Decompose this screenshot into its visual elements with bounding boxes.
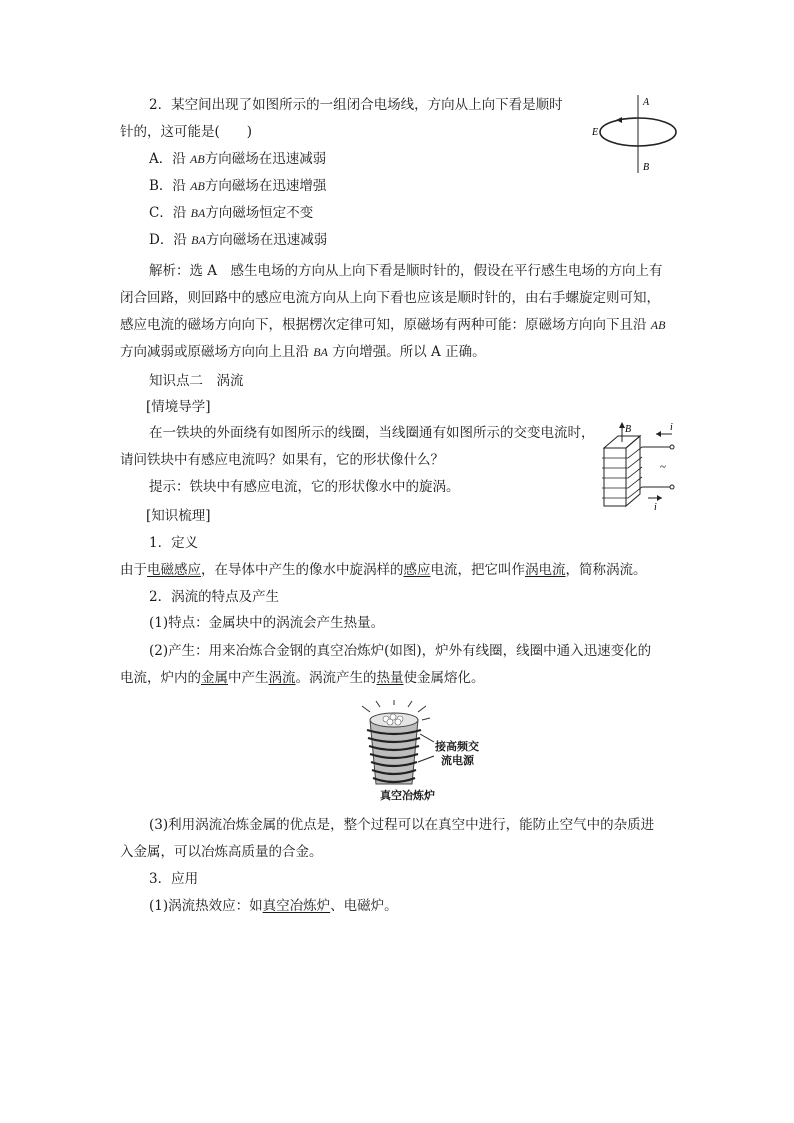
feature-2-middle2: 。涡流产生的 bbox=[295, 670, 377, 686]
question-stem-line2: 针的，这可能是( ) bbox=[120, 124, 253, 140]
analysis-direction-ba: BA bbox=[313, 345, 328, 359]
heat-ray-2 bbox=[376, 701, 380, 707]
option-b-prefix: B．沿 bbox=[149, 178, 191, 194]
label-a: A bbox=[643, 97, 650, 108]
furnace-label-line1: 接高频交 bbox=[435, 740, 479, 753]
option-a bbox=[149, 150, 326, 168]
coil-lead-top bbox=[420, 734, 434, 742]
analysis-line2: 闭合回路，则回路中的感应电流方向从上向下看也应该是顺时针的，由右手螺旋定则可知， bbox=[120, 290, 660, 306]
feature-2-middle1: 中产生 bbox=[228, 670, 269, 686]
terminal-top bbox=[670, 445, 674, 449]
guide-heading: [情境导学] bbox=[146, 399, 211, 415]
furnace-label-line2: 流电源 bbox=[441, 754, 474, 767]
option-a-prefix: A．沿 bbox=[149, 151, 191, 167]
analysis-line4 bbox=[120, 343, 486, 361]
option-b-text: 方向磁场在迅速增强 bbox=[204, 178, 327, 194]
analysis-direction-ab: AB bbox=[650, 318, 666, 332]
furnace-caption: 真空冶炼炉 bbox=[380, 789, 435, 802]
blank-metal: 金属 bbox=[201, 670, 228, 686]
analysis-line1: 解析：选 A 感生电场的方向从上向下看是顺时针的，假设在平行感生电场的方向上有 bbox=[149, 263, 663, 279]
feature-2-suffix: 使金属熔化。 bbox=[403, 670, 485, 686]
terminal-bottom bbox=[670, 485, 674, 489]
feature-3-line1: (3)利用涡流冶炼金属的优点是，整个过程可以在真空中进行，能防止空气中的杂质进 bbox=[149, 817, 655, 833]
blank-vacuum-furnace: 真空冶炼炉 bbox=[262, 898, 331, 914]
option-c-text: 方向磁场恒定不变 bbox=[205, 205, 314, 221]
option-d-text: 方向磁场在迅速减弱 bbox=[205, 232, 328, 248]
definition-middle1: ，在导体中产生的像水中旋涡样的 bbox=[201, 562, 404, 578]
question-stem-line1: 2．某空间出现了如图所示的一组闭合电场线，方向从上向下看是顺时 bbox=[149, 97, 563, 113]
option-a-direction: AB bbox=[190, 152, 205, 166]
heat-ray-4 bbox=[408, 701, 412, 707]
feature-2-line2 bbox=[120, 669, 485, 687]
option-b bbox=[149, 177, 326, 195]
application-1-suffix: 、电磁炉。 bbox=[330, 898, 398, 914]
heat-ray-1 bbox=[362, 706, 370, 712]
definition-suffix: ，简称涡流。 bbox=[565, 562, 647, 578]
feature-1: (1)特点：金属块中的涡流会产生热量。 bbox=[149, 615, 385, 631]
heat-ray-6 bbox=[422, 718, 430, 720]
analysis-line4-text-b: 方向增强。所以 A 正确。 bbox=[327, 344, 486, 360]
blank-heat: 热量 bbox=[376, 670, 404, 686]
option-c bbox=[149, 204, 313, 222]
label-b: B bbox=[643, 162, 650, 173]
application-1-prefix: (1)涡流热效应：如 bbox=[149, 898, 263, 914]
definition-middle2: 电流，把它叫作 bbox=[430, 562, 525, 578]
hint-text: 提示：铁块中有感应电流，它的形状像水中的旋涡。 bbox=[149, 479, 460, 495]
guide-line2: 请问铁块中有感应电流吗？如果有，它的形状像什么？ bbox=[120, 452, 444, 468]
label-b: B bbox=[625, 424, 632, 435]
definition-prefix: 由于 bbox=[120, 562, 147, 578]
feature-3-line2: 入金属，可以冶炼高质量的合金。 bbox=[120, 844, 323, 860]
label-i-bottom: i bbox=[654, 502, 657, 512]
analysis-line3 bbox=[120, 316, 665, 334]
definition-heading: 1．定义 bbox=[149, 535, 199, 551]
knowledge-heading: [知识梳理] bbox=[146, 508, 211, 524]
application-1 bbox=[149, 897, 398, 915]
guide-line1: 在一铁块的外面绕有如图所示的线圈，当线圈通有如图所示的交变电流时， bbox=[149, 425, 595, 441]
section-title: 知识点二 涡流 bbox=[149, 373, 244, 389]
features-heading: 2．涡流的特点及产生 bbox=[149, 589, 280, 605]
loop-arrow-icon bbox=[616, 117, 622, 123]
heat-ray-5 bbox=[418, 706, 426, 712]
blank-induced: 感应 bbox=[403, 562, 431, 578]
coil-windings bbox=[602, 447, 642, 498]
ac-source-icon: ~ bbox=[660, 461, 666, 473]
option-c-prefix: C．沿 bbox=[149, 205, 191, 221]
feature-2-prefix: 电流，炉内的 bbox=[120, 670, 201, 686]
current-arrow-bottom-icon bbox=[657, 495, 662, 501]
label-e: E bbox=[592, 127, 599, 138]
analysis-line4-text-a: 方向减弱或原磁场方向向上且沿 bbox=[120, 344, 314, 360]
blank-eddy-current: 涡电流 bbox=[525, 562, 566, 578]
application-heading: 3．应用 bbox=[149, 871, 199, 887]
option-b-direction: AB bbox=[190, 179, 205, 193]
option-d bbox=[149, 231, 327, 249]
block-front-face bbox=[604, 448, 626, 506]
option-c-direction: BA bbox=[190, 206, 206, 220]
iron-block-coil-figure bbox=[598, 420, 686, 512]
current-arrow-top-icon bbox=[656, 431, 661, 437]
feature-2-line1: (2)产生：用来冶炼合金钢的真空冶炼炉(如图)，炉外有线圈，线圈中通入迅速变化的 bbox=[149, 643, 652, 659]
analysis-line3-text: 感应电流的磁场方向向下，根据楞次定律可知，原磁场有两种可能：原磁场方向向下且沿 bbox=[120, 317, 651, 333]
option-d-prefix: D．沿 bbox=[149, 232, 192, 248]
label-i-top: i bbox=[670, 422, 673, 433]
definition-text bbox=[120, 561, 647, 579]
block-side-face bbox=[626, 436, 640, 506]
coil-lead-bottom bbox=[418, 756, 434, 762]
option-d-direction: BA bbox=[191, 233, 206, 247]
blank-eddy: 涡流 bbox=[268, 670, 296, 686]
option-a-text: 方向磁场在迅速减弱 bbox=[204, 151, 327, 167]
electric-field-loop-figure bbox=[590, 93, 682, 175]
blank-electromagnetic-induction: 电磁感应 bbox=[147, 562, 201, 578]
